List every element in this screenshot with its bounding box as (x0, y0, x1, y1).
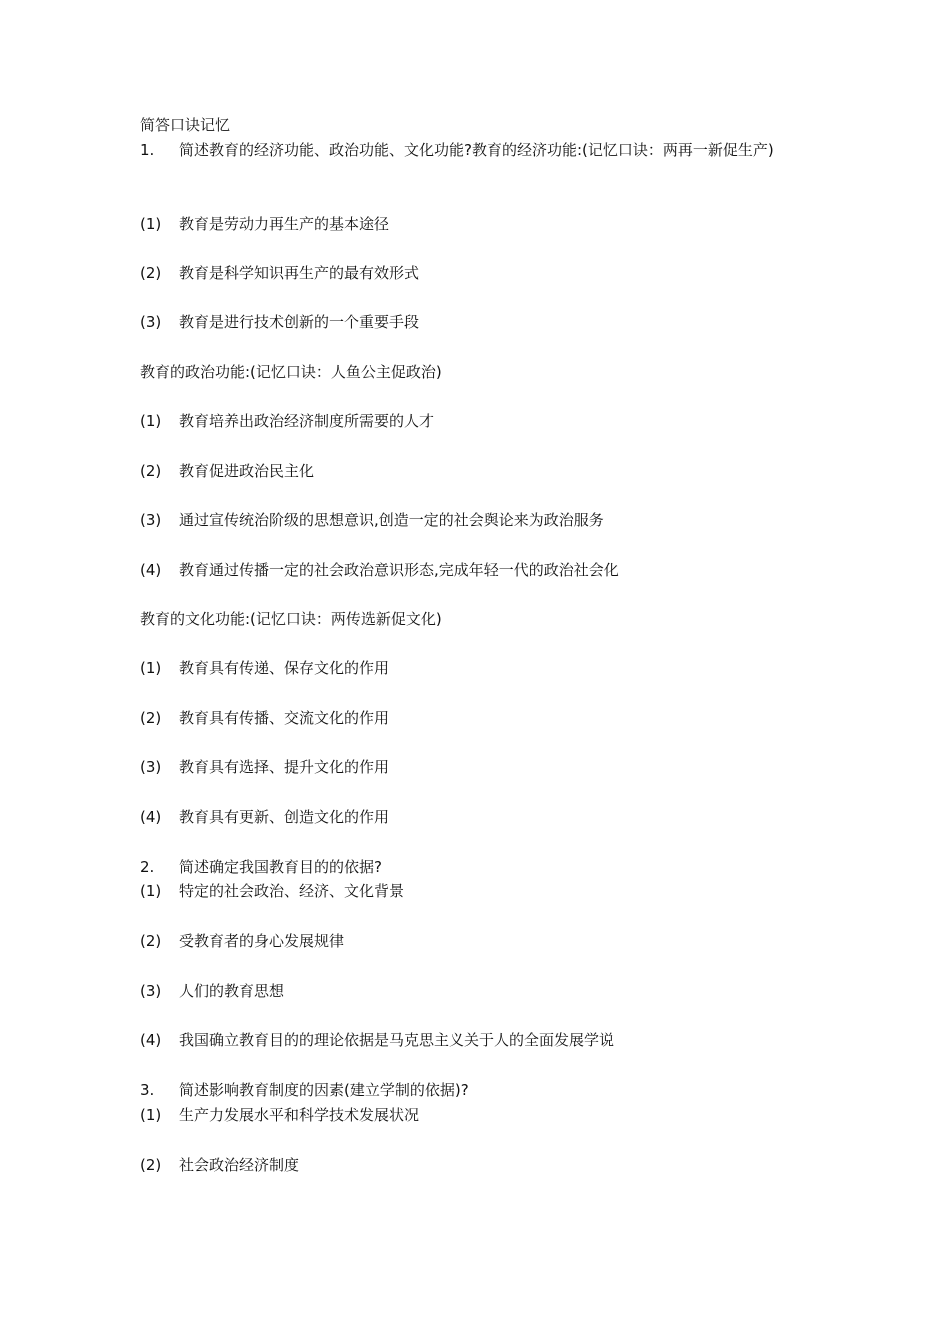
item-text: 教育具有传播、交流文化的作用 (179, 709, 390, 727)
list-item (140, 929, 344, 953)
list-item (140, 558, 619, 582)
question-1 (140, 138, 812, 162)
item-number: (3) (140, 313, 162, 331)
question-text: 简述影响教育制度的因素(建立学制的依据)? (179, 1081, 469, 1099)
list-item (140, 805, 389, 829)
item-text: 教育具有传递、保存文化的作用 (179, 659, 390, 677)
list-item (140, 409, 434, 433)
item-text: 受教育者的身心发展规律 (179, 932, 345, 950)
item-text: 教育通过传播一定的社会政治意识形态,完成年轻一代的政治社会化 (179, 561, 619, 579)
item-number: (2) (140, 462, 162, 480)
list-item (140, 1153, 299, 1177)
list-item (140, 706, 389, 730)
item-number: (1) (140, 1106, 162, 1124)
section-header-politics: 教育的政治功能:(记忆口诀：人鱼公主促政治) (140, 363, 442, 381)
item-text: 教育促进政治民主化 (179, 462, 315, 480)
list-item (140, 879, 404, 903)
section-header-culture: 教育的文化功能:(记忆口诀：两传选新促文化) (140, 610, 442, 628)
item-number: (4) (140, 1031, 162, 1049)
item-number: (1) (140, 215, 162, 233)
item-number: (4) (140, 561, 162, 579)
item-text: 教育具有更新、创造文化的作用 (179, 808, 390, 826)
list-item (140, 656, 389, 680)
list-item (140, 1103, 419, 1127)
item-number: (2) (140, 1156, 162, 1174)
item-text: 生产力发展水平和科学技术发展状况 (179, 1106, 420, 1124)
question-text: 简述确定我国教育目的的依据? (179, 858, 382, 876)
question-number: 1. (140, 141, 155, 159)
list-item (140, 212, 389, 236)
item-number: (3) (140, 758, 162, 776)
doc-title: 简答口诀记忆 (140, 116, 231, 134)
item-text: 教育培养出政治经济制度所需要的人才 (179, 412, 435, 430)
item-number: (2) (140, 932, 162, 950)
item-text: 教育是科学知识再生产的最有效形式 (179, 264, 420, 282)
item-text: 社会政治经济制度 (179, 1156, 300, 1174)
list-item (140, 755, 389, 779)
item-text: 教育是进行技术创新的一个重要手段 (179, 313, 420, 331)
item-number: (4) (140, 808, 162, 826)
question-3 (140, 1078, 469, 1102)
question-number: 2. (140, 858, 155, 876)
item-number: (1) (140, 412, 162, 430)
list-item (140, 979, 284, 1003)
item-text: 教育具有选择、提升文化的作用 (179, 758, 390, 776)
item-number: (2) (140, 709, 162, 727)
item-number: (3) (140, 511, 162, 529)
item-number: (2) (140, 264, 162, 282)
item-text: 通过宣传统治阶级的思想意识,创造一定的社会舆论来为政治服务 (179, 511, 604, 529)
item-text: 教育是劳动力再生产的基本途径 (179, 215, 390, 233)
list-item (140, 1028, 614, 1052)
list-item (140, 459, 314, 483)
item-number: (1) (140, 882, 162, 900)
item-number: (3) (140, 982, 162, 1000)
question-number: 3. (140, 1081, 155, 1099)
item-number: (1) (140, 659, 162, 677)
question-2 (140, 855, 382, 879)
list-item (140, 261, 419, 285)
list-item (140, 508, 604, 532)
question-text: 简述教育的经济功能、政治功能、文化功能?教育的经济功能:(记忆口诀：两再一新促生产) (179, 141, 774, 159)
item-text: 特定的社会政治、经济、文化背景 (179, 882, 405, 900)
list-item (140, 310, 419, 334)
item-text: 人们的教育思想 (179, 982, 285, 1000)
item-text: 我国确立教育目的的理论依据是马克思主义关于人的全面发展学说 (179, 1031, 615, 1049)
